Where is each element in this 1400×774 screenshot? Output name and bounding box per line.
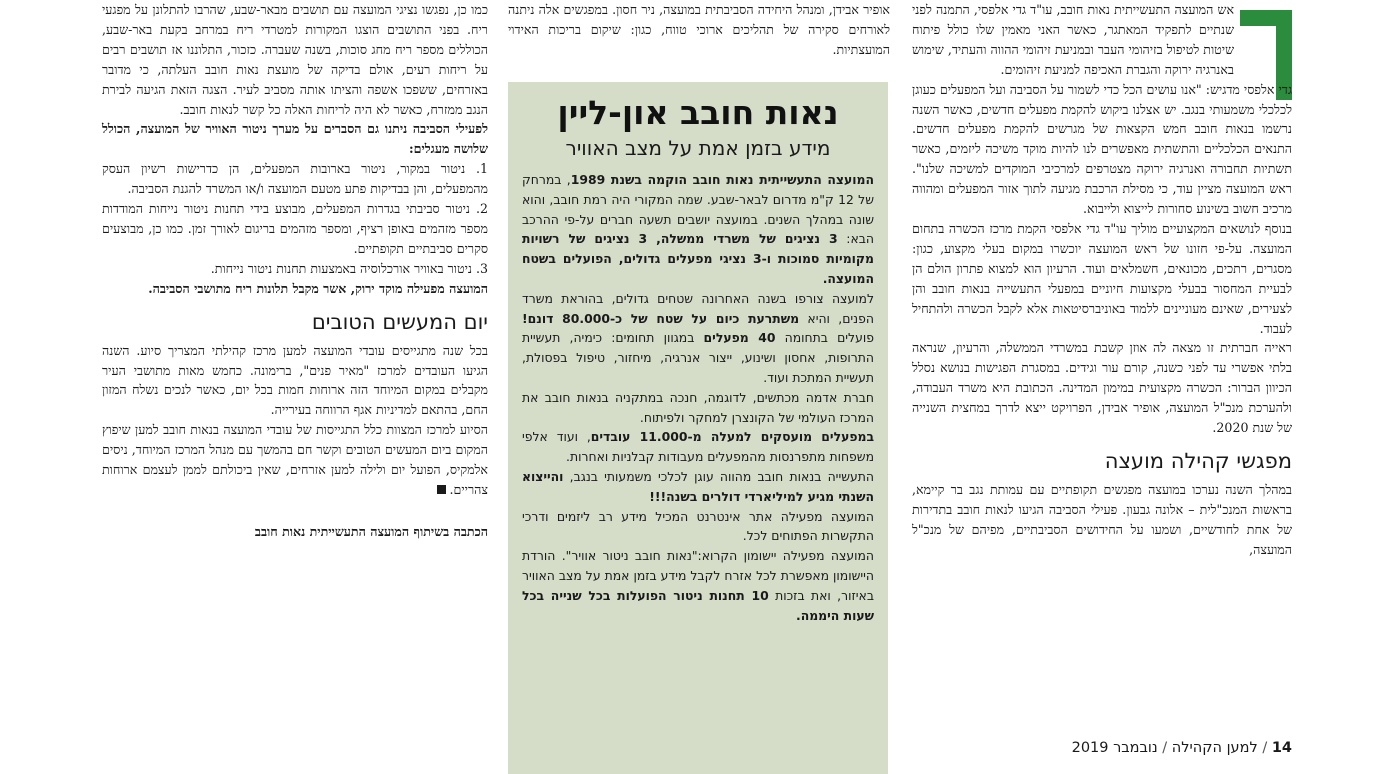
sidebar-paragraph: המועצה התעשייתית נאות חובב הוקמה בשנת 1989, במרחק של 12 ק"מ מדרום לבאר-שבע. שמה המקורי היה רמת חובב, והוא שונה במהלך השנים. במועצה יושבים תשעה חברים על-פי ההרכב הבא: 3 נציגים של משרדי ממשלה, 3 נציגים של רשויות מקומיות סמוכות ו-3 נציגי מפעלים גדולים, הפועלים בשטח המועצה. [522,172,875,286]
paragraph: כמו כן, נפגשו נציגי המועצה עם תושבים מבאר-שבע, שהרבו להתלונן על מפגעי ריח. בפני התושבים הוצגו המקורות למטרדי ריח במרחב בקעת באר-שבע, הכוללים מספר ריח מחג סוכות, בשנה שעברה. כזכור, התלוננו אז תושבים רבים על ריחות רעים, אולם בדיקה של מועצת נאות חובב העלתה, כי מדובר באזרחים, ששפכו אשפה והציתו אותה מסביב לעיר. הצגה הזאת הגיעה לבירת הנגב ממזרח, כאשר לא היה לריחות האלה כל קשר לנאות חובב. [102,2,488,117]
paragraph-bold: המועצה מפעילה מוקד ירוק, אשר מקבל תלונות ריח מתושבי הסביבה. [148,280,488,296]
end-of-article-mark [437,485,446,494]
paragraph: בנוסף לנושאים המקצועיים מוליך עו"ד גדי אלפסי הקמת מרכז הכשרה בתחום המועצה. על-פי חזונו של ראש המועצה יוכשרו במקום בעלי מקצוע, כגון: מסגרים, רתכים, מכונאים, חשמלאים ועוד. הרעיון הוא למצוא פתרון הולם הן לבעיית המחסור בבעלי מקצועות חיוניים במפעלי התעשייה בנאות חובב והן לצעירים, שאינם מעוניינים ללמוד באוניברסיטאות אלא לקבל הכשרה ולהתחיל לעבוד. [912,220,1292,336]
section-name: למען הקהילה [1171,740,1258,756]
paragraph: גדי אלפסי מדגיש: "אנו עושים הכל כדי לשמור על הסביבה ועל המפעלים כעוגן לכלכלי משמעותי בנגב. יש אצלנו ביקוש להקמת מפעלים חדשים, כאשר השנה נרשמו בנאות חובב חמש הקצאות של מגרשים להקמת מפעלים חדשים. התנאים הכלכליים והתשתית מאפשרים לנו להיות מוקד משיכה ליזמים, כאשר תשתיות תחבורה ואנרגיה ירוקה מצטרפים למרכיבי המוקדים למשיכה שלנו". ראש המועצה מציין עוד, כי מסילת הרכבת מגיעה לתוך אזור המפעלים ומהווה מרכיב חשוב בשינוע סחורות לייצוא ולייבוא. [912,81,1292,217]
separator: / [1162,740,1168,756]
paragraph: בכל שנה מתגייסים עובדי המועצה למען מרכז קהילתי המצריך סיוע. השנה הגיעו העובדים למרכז "מאיר פנים", ברימונה. כחמש מאות מתושבי העיר מקבלים במקום המיוחד הזה ארוחות חמות בכל יום, כאשר לנכים נשלח המזון החם, בהתאם למדיניות אגף הרווחה בעירייה. [102,342,488,418]
section-heading-community: מפגשי קהילה מועצה [1104,448,1292,473]
article-credit: הכתבה בשיתוף המועצה התעשייתית נאות חובב [254,523,488,539]
list-item: 2. ניטור סביבתי בגדרות המפעלים, מבוצע בידי תחנות ניטור נייחות המודדות מספר מזהמים באופן רציף, ומספר מזהמים בריגום לאורך זמן. כמו כן, מבוצעים סקרים סביבתיים תקופתיים. [102,201,488,256]
sidebar-paragraph: המועצה מפעילה אתר אינטרנט המכיל מידע רב ליזמים ודרכי התקשרות הפתוחים לכל. [522,508,874,544]
info-sidebar-box [508,82,888,774]
paragraph: במהלך השנה נערכו במועצה מפגשים תקופתיים עם עמותת נגב בר קיימא, בראשות המנכ"לית – אלונה גבעון. פעילי הסביבה הגיעו לנאות חובב בתדירות של אחת לחודשיים, ושמעו על החידושים הסביבתיים, מפיהם של מנכ"ל המועצה, [912,481,1292,557]
list-item: 1. ניטור במקור, ניטור בארובות המפעלים, הן כדרישות רשיון העסק מהמפעלים, והן בבדיקות פתע מטעם המועצה ו/או המשרד להגנת הסביבה. [102,161,488,197]
sidebar-paragraph: חברת אדמה מכתשים, לדוגמה, חנכה במתקניה בנאות חובב את המרכז העולמי של הקונצרן למחקר ולפיתוח. [522,389,874,425]
sidebar-body [522,170,874,625]
article-column-right [912,0,1292,560]
article-column-middle [508,0,890,60]
paragraph: הסיוע למרכז המצוות כלל התגייסות של עובדי המועצה בנאות חובב למען שיפוץ המקום ביום המעשים הטובים וקשר חם בהמשך עם מנהל המרכז המיוחד, ניסים אלמקיס, הפועל יום ולילה למען אזרחים, שאין ביכולתם לממן לעצמם ארוחות צהריים. [102,422,488,497]
issue-date: נובמבר 2019 [1071,740,1158,756]
page-footer [1040,740,1292,756]
paragraph: ראייה חברתית זו מצאה לה אוזן קשבת במשרדי הממשלה, והרעיון, שנראה בלתי אפשרי עד לפני כשנה, קורם עור וגידים. במסגרת הפגישות בנושא נסלל הכיוון הברור: הכשרה מקצועית במימון המדינה. הכתובת היא משרד העבודה, ולהערכת מנכ"ל המועצה, אופיר אבידן, הפרויקט ייצא לדרך במחצית השנייה של שנת 2020. [912,340,1292,436]
article-column-left [102,0,488,542]
sidebar-title: נאות חובב און-ליין [557,93,839,132]
sidebar-paragraph: המועצה מפעילה יישומון הקרוא:"נאות חובב ניטור אוויר". הורדת היישומון מאפשרת לכל אזרח לקבל מידע בזמן אמת על מצב האוויר באיזור, ואת בזכות 10 תחנות ניטור הפועלות בכל שנייה בכל שעות היממה. [522,548,874,623]
paragraph: אופיר אבידן, ומנהל היחידה הסביבתית במועצה, ניר חסון. במפגשים אלה ניתנה לאורחים סקירה של תהליכים ארוכי טווח, כגון: שיקום בריכות האידוי המועצתיות. [508,2,890,57]
list-item: 3. ניטור באוויר אורכלוסיה באמצעות תחנות ניטור נייחות. [210,260,488,276]
intro-paragraph: אש המועצה התעשייתית נאות חובב, עו"ד גדי אלפסי, התמנה לפני שנתיים לתפקיד המאתגר, כאשר האני מאמין שלו כולל פיתוח שיטות לטיפול בזיהומי העבר ובמניעת זיהומי ההווה והעתיד, שימוש באנרגיה ירוקה והגברת האכיפה למניעת זיהומים. [912,2,1234,77]
sidebar-paragraph: התעשייה בנאות חובב מהווה עוגן לכלכי משמעותי בנגב, והייצוא השנתי מגיע למיליארדי דולרים בשנה!!! [522,468,874,504]
sidebar-paragraph: למועצה צורפו בשנה האחרונה שטחים גדולים, בהוראת משרד הפנים, והיא משתרעת כיום על שטח של כ-80.000 דונם! פועלים בתחומה 40 מפעלים במגוון תחומים: כימיה, תעשיית התרופות, אחסון ושינוע, ייצור אנרגיה, מיחזור, טיפול בפסולת, תעשיית המתכת ועוד. [522,290,874,385]
paragraph-bold: לפעילי הסביבה ניתנו גם הסברים על מערך ניטור האוויר של המועצה, הכולל שלושה מעגלים: [102,121,488,157]
sidebar-subtitle: מידע בזמן אמת על מצב האוויר [565,136,831,160]
sidebar-paragraph: במפעלים מועסקים למעלה מ-11.000 עובדים, ועוד אלפי משפחות מתפרנסות מהמפעלים מעבודות קבלניות ואחרות. [522,429,874,465]
page-number: 14 [1271,740,1292,756]
separator: / [1262,740,1268,756]
section-heading-good-deeds: יום המעשים הטובים [311,309,488,334]
